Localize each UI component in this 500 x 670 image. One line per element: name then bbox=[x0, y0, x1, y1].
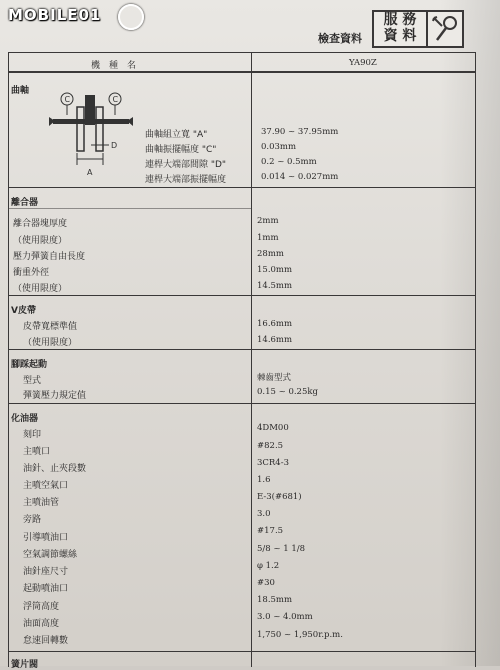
column-divider bbox=[251, 53, 252, 667]
header-title: 檢查資料 bbox=[318, 32, 362, 45]
kick-row-label: 型式 bbox=[23, 376, 42, 386]
tools-icon-box bbox=[426, 10, 464, 48]
section-clutch: 離合器 bbox=[11, 198, 39, 208]
vbelt-row-label: （使用限度） bbox=[23, 338, 78, 348]
clutch-row-value: 14.5mm bbox=[257, 281, 293, 291]
carb-row-value: 1,750 ~ 1,950r.p.m. bbox=[257, 630, 343, 640]
clutch-row-label: 衝重外徑 bbox=[13, 268, 50, 278]
section-crank: 曲軸 bbox=[11, 86, 30, 96]
carb-row-label: 刻印 bbox=[23, 430, 42, 440]
kick-row-value: 0.15 ~ 0.25kg bbox=[257, 387, 318, 397]
carb-row-label: 旁路 bbox=[23, 515, 42, 525]
spec-table bbox=[8, 52, 476, 670]
carb-row-value: 5/8 ~ 1 1/8 bbox=[257, 544, 305, 554]
kick-row-label: 彈簧壓力規定值 bbox=[23, 391, 87, 401]
carb-row-label: 油針座尺寸 bbox=[23, 567, 69, 577]
section-kick-start: 腳踩起動 bbox=[11, 360, 48, 370]
carb-row-value: 3.0 ~ 4.0mm bbox=[257, 612, 313, 622]
tools-icon bbox=[428, 12, 462, 46]
carb-row-label: 主噴空氣口 bbox=[23, 481, 69, 491]
carb-row-label: 空氣調節螺絲 bbox=[23, 550, 78, 560]
vbelt-row-value: 16.6mm bbox=[257, 319, 293, 329]
clutch-row-value: 1mm bbox=[257, 233, 279, 243]
vbelt-row-value: 14.6mm bbox=[257, 335, 293, 345]
carb-row-label: 油面高度 bbox=[23, 619, 60, 629]
item-header: 機 種 名 bbox=[91, 61, 137, 71]
logo-mark-icon bbox=[118, 4, 144, 30]
clutch-row-label: （使用限度） bbox=[13, 236, 68, 246]
carb-row-label: 浮筒高度 bbox=[23, 602, 60, 612]
carb-row-label: 引導噴油口 bbox=[23, 533, 69, 543]
model-header: YA90Z bbox=[349, 58, 377, 68]
carb-row-value: 3.0 bbox=[257, 509, 271, 519]
clutch-row-value: 28mm bbox=[257, 249, 284, 259]
vbelt-row-label: 皮帶寬標準值 bbox=[23, 322, 78, 332]
watermark-logo: MOBILE01 bbox=[8, 6, 102, 24]
clutch-row-label: 壓力彈簧自由長度 bbox=[13, 252, 86, 262]
clutch-row-label: （使用限度） bbox=[13, 284, 68, 294]
carb-row-value: φ 1.2 bbox=[257, 561, 280, 571]
carb-row-value: #82.5 bbox=[257, 441, 284, 451]
carb-row-value: 3CR4-3 bbox=[257, 458, 289, 468]
crank-row-value: 37.90 ~ 37.95mm bbox=[261, 127, 339, 137]
carb-row-value: E-3(#681) bbox=[257, 492, 302, 502]
diagram-label-a: A bbox=[87, 168, 93, 177]
crank-row-value: 0.014 ~ 0.027mm bbox=[261, 172, 339, 182]
section-carburetor: 化油器 bbox=[11, 414, 39, 424]
clutch-row-label: 離合器塊厚度 bbox=[13, 219, 68, 229]
service-data-box: 服 務 資 料 bbox=[372, 10, 428, 48]
carb-row-value: 18.5mm bbox=[257, 595, 293, 605]
clutch-row-value: 15.0mm bbox=[257, 265, 293, 275]
section-reed-valve: 簧片閥 bbox=[11, 660, 39, 670]
diagram-label-d: D bbox=[111, 141, 118, 150]
crank-row-value: 0.2 ~ 0.5mm bbox=[261, 157, 317, 167]
crankshaft-diagram-icon bbox=[49, 89, 135, 183]
diagram-label-c-left: C bbox=[64, 95, 71, 104]
carb-row-label: 主噴口 bbox=[23, 447, 51, 457]
carb-row-label: 主噴油管 bbox=[23, 498, 60, 508]
kick-row-value: 棘齒型式 bbox=[257, 373, 292, 383]
diagram-label-c-right: C bbox=[112, 95, 119, 104]
carb-row-value: 4DM00 bbox=[257, 423, 289, 433]
carb-row-label: 怠速回轉數 bbox=[23, 636, 69, 646]
crank-row-label: 曲軸振擺幅度 "C" bbox=[145, 145, 217, 155]
crank-row-value: 0.03mm bbox=[261, 142, 297, 152]
carb-row-value: #30 bbox=[257, 578, 275, 588]
carb-row-value: #17.5 bbox=[257, 526, 284, 536]
crank-row-label: 連桿大端部振擺幅度 bbox=[145, 175, 227, 185]
section-vbelt: V皮帶 bbox=[11, 306, 36, 316]
carb-row-label: 起動噴油口 bbox=[23, 584, 69, 594]
crank-row-label: 曲軸組立寬 "A" bbox=[145, 130, 208, 140]
clutch-row-value: 2mm bbox=[257, 216, 279, 226]
carb-row-value: 1.6 bbox=[257, 475, 271, 485]
carb-row-label: 油針、止夾段數 bbox=[23, 464, 87, 474]
crank-row-label: 連桿大端部間隙 "D" bbox=[145, 160, 227, 170]
